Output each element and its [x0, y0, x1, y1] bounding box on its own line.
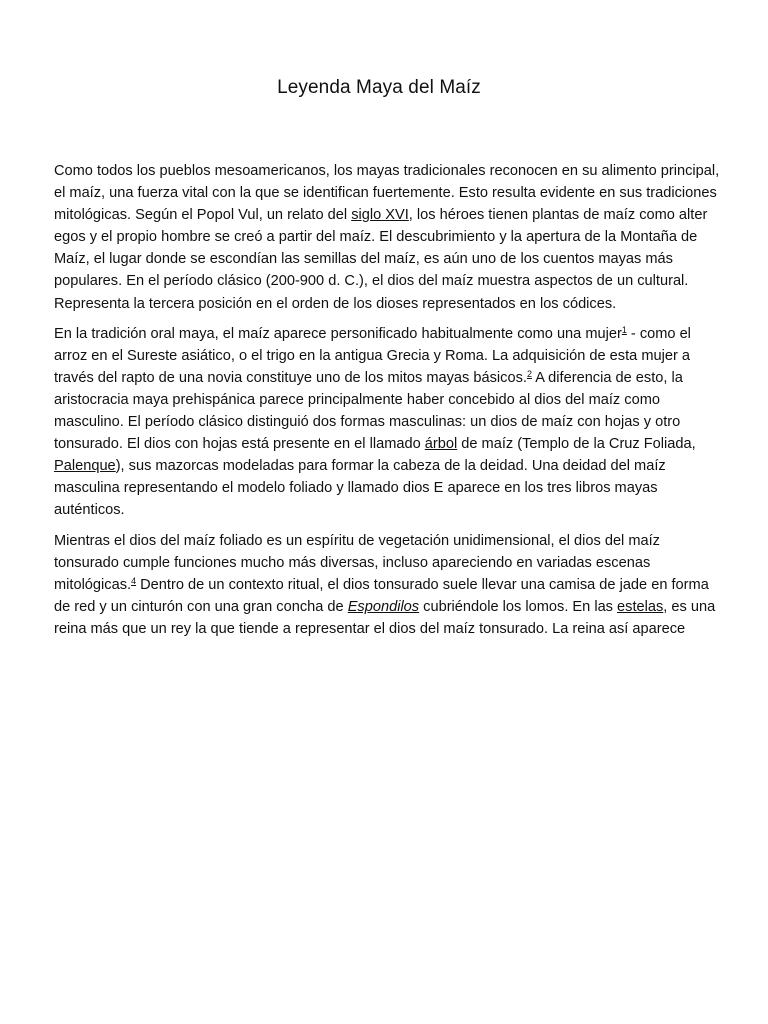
footnote-ref-2[interactable]: 2	[526, 368, 532, 379]
paragraph-3-text-a: Mientras el dios del maíz foliado es un espíritu de vegetación unidimensional, el dios del maíz tonsurado cumple funciones mucho más diversas, incluso apareciendo en variadas escenas mitológicas.	[54, 532, 660, 593]
paragraph-1	[54, 160, 722, 315]
paragraph-2-text-b: - como el arroz en el Sureste asiático, o el trigo en la antigua Grecia y Roma. La adquisición de esta mujer a través del rapto de una novia constituye uno de los mitos mayas básicos.	[54, 325, 691, 386]
document-body	[54, 160, 722, 648]
paragraph-2-text-e: ), sus mazorcas modeladas para formar la cabeza de la deidad. Una deidad del maíz masculina representando el modelo foliado y llamado dios E aparece en los tres libros mayas auténticos.	[54, 458, 666, 519]
paragraph-2	[54, 323, 722, 522]
paragraph-1-text-a: Como todos los pueblos mesoamericanos, los mayas tradicionales reconocen en su alimento principal, el maíz, una fuerza vital con la que se identifican fuertemente. Esto resulta evidente en sus tradiciones mitológicas. Según el Popol Vul, un relato del	[54, 163, 720, 224]
paragraph-2-text-d: de maíz (Templo de la Cruz Foliada,	[457, 436, 696, 453]
link-palenque[interactable]: Palenque	[54, 458, 116, 475]
link-espondilos[interactable]: Espondilos	[347, 598, 420, 615]
link-estelas[interactable]: estelas	[617, 598, 664, 615]
paragraph-1-text-b: , los héroes tienen plantas de maíz como alter egos y el propio hombre se creó a partir del maíz. El descubrimiento y la apertura de la Montaña de Maíz, el lugar donde se escondían las semillas del maíz, es aún uno de los cuentos mayas más populares. En el período clásico (200-900 d. C.), el dios del maíz muestra aspectos de un cultural. Representa la tercera posición en el orden de los dioses representados en los códices.	[54, 207, 708, 312]
document-title: Leyenda Maya del Maíz	[277, 77, 481, 98]
footnote-ref-1[interactable]: 1	[621, 324, 627, 335]
paragraph-3-text-c: cubriéndole los lomos. En las	[419, 598, 618, 615]
paragraph-3-text-b: Dentro de un contexto ritual, el dios tonsurado suele llevar una camisa de jade en forma de red y un cinturón con una gran concha de	[54, 576, 709, 615]
link-siglo-xvi[interactable]: siglo XVI	[351, 207, 409, 224]
footnote-ref-4[interactable]: 4	[131, 575, 137, 586]
paragraph-2-text-c: A diferencia de esto, la aristocracia maya prehispánica parece principalmente haber concebido al dios del maíz como masculino. El período clásico distinguió dos formas masculinas: un dios de maíz con hojas y otro tonsurado. El dios con hojas está presente en el llamado	[54, 369, 683, 453]
paragraph-3-text-d: , es una reina más que un rey la que tiende a representar el dios del maíz tonsurado. La reina así aparece	[54, 598, 716, 637]
link-arbol[interactable]: árbol	[424, 436, 458, 453]
paragraph-3	[54, 530, 722, 640]
paragraph-2-text-a: En la tradición oral maya, el maíz aparece personificado habitualmente como una mujer	[54, 325, 622, 342]
